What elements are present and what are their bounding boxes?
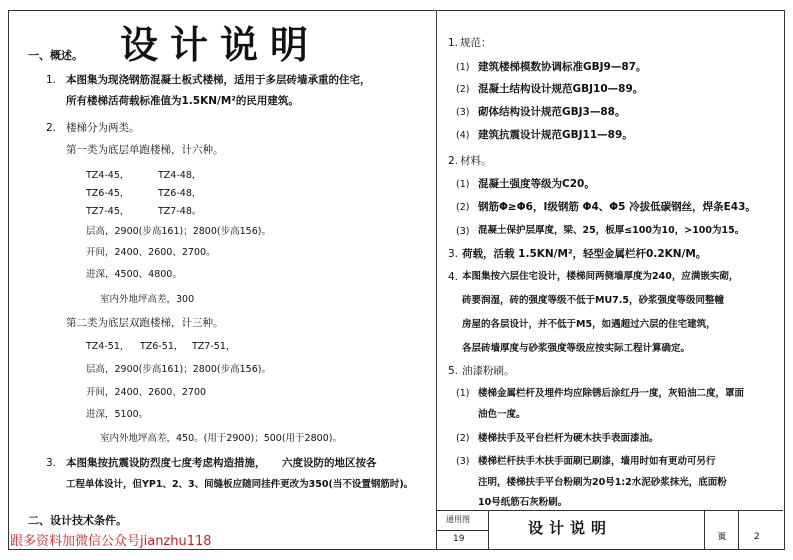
spec-3-number: 3. <box>448 248 459 260</box>
category-1-depth: 进深，4500、4800。 <box>86 269 182 280</box>
page-number: 2 <box>754 532 760 542</box>
item-3-line-1b: 六度设防的地区按各 <box>282 457 377 469</box>
item-2-line-1: 楼梯分为两类。 <box>66 122 140 134</box>
section-2-heading: 二、设计技术条件。 <box>28 514 127 527</box>
spec-index: (2) <box>456 84 470 95</box>
spec-code-3: 砌体结构设计规范GBJ3—88。 <box>478 106 626 118</box>
spec-4-line-1: 本图集按六层住宅设计，楼梯间两侧墙厚度为240，应满嵌实砌， <box>462 271 739 282</box>
item-1-line-1: 本图集为现浇钢筋混凝土板式楼梯，适用于多层砖墙承重的住宅， <box>66 74 371 86</box>
spec-index: (1) <box>456 388 470 399</box>
model-list-item: TZ7-45， <box>86 206 130 217</box>
spec-4-line-3: 房屋的各层设计，并不低于M5，如遇超过六层的住宅建筑， <box>462 319 716 330</box>
item-1-line-2: 所有楼梯活荷载标准值为1.5KN/M²的民用建筑。 <box>66 95 299 107</box>
paint-3-line-3: 10号纸筋石灰粉刷。 <box>478 497 568 508</box>
atlas-number: 19 <box>453 534 465 544</box>
spec-code-2: 混凝土结构设计规范GBJ10—89。 <box>478 83 644 95</box>
item-2-number: 2. <box>46 122 57 134</box>
title-block <box>436 510 783 549</box>
category-1-floor-height: 层高，2900(步高161)；2800(步高156)。 <box>86 226 271 237</box>
spec-index: (3) <box>456 226 470 237</box>
paint-2: 楼梯扶手及平台栏杆为硬木扶手表面漆油。 <box>478 433 659 444</box>
page-title: 设计说明 <box>120 22 321 67</box>
spec-index: (2) <box>456 202 470 213</box>
spec-1-number: 1. <box>448 37 459 49</box>
atlas-label: 通用图 <box>446 515 470 524</box>
category-2-floor-height: 层高，2900(步高161)；2800(步高156)。 <box>86 364 271 375</box>
paint-3-line-1: 楼梯栏杆扶手木扶手面刷已刷漆，墙用时如有更动可另行 <box>478 456 716 467</box>
model-list-item: TZ4-45， <box>86 170 130 181</box>
material-concrete: 混凝土强度等级为C20。 <box>478 178 595 190</box>
material-cover: 混凝土保护层厚度，梁、25，板厚≤100为10，>100为15。 <box>478 225 745 236</box>
spec-index: (3) <box>456 107 470 118</box>
model-list-item: TZ4-51， <box>86 341 130 352</box>
column-divider <box>436 10 437 525</box>
spec-2-heading: 材料。 <box>460 155 492 167</box>
item-1-number: 1. <box>46 74 57 86</box>
spec-5-number: 5. <box>448 365 459 377</box>
category-2-bay-width: 开间，2400、2600、2700 <box>86 387 207 398</box>
spec-2-number: 2. <box>448 155 459 167</box>
model-list-item: TZ6-51， <box>140 341 184 352</box>
spec-4-line-2: 砖要润湿，砖的强度等级不低于MU7.5，砂浆强度等级同整幢 <box>462 295 724 306</box>
category-2-ground-diff: 室内外地坪高差，450。(用于2900)；500(用于2800)。 <box>100 433 342 444</box>
item-3-number: 3. <box>46 457 57 469</box>
atlas-cell <box>436 511 489 549</box>
spec-5-heading: 油漆粉刷。 <box>462 365 515 377</box>
spec-index: (1) <box>456 179 470 190</box>
spec-index: (4) <box>456 130 470 141</box>
paint-1-line-1: 楼梯金属栏杆及埋件均应除锈后涂红丹一度，灰铅油二度，罩面 <box>478 388 745 399</box>
model-list-item: TZ6-48， <box>158 188 202 199</box>
category-1-ground-diff: 室内外地坪高差，300 <box>100 294 195 305</box>
paint-3-line-2: 注明，楼梯扶手平台粉刷为20号1:2水泥砂浆抹光，底面粉 <box>478 477 727 488</box>
model-list-item: TZ4-48， <box>158 170 202 181</box>
spec-4-line-4: 各层砖墙厚度与砂浆强度等级应按实际工程计算确定。 <box>462 343 691 354</box>
material-steel: 钢筋Φ≥Φ6，I级钢筋 Φ4、Φ5 冷拔低碳钢丝，焊条E43。 <box>478 201 756 213</box>
drawing-name: 设计说明 <box>528 519 613 537</box>
spec-index: (2) <box>456 433 470 444</box>
spec-index: (3) <box>456 456 470 467</box>
spec-code-1: 建筑楼梯模数协调标准GBJ9—87。 <box>478 61 647 73</box>
spec-3-loads: 荷载，活载 1.5KN/M²，轻型金属栏杆0.2KN/M。 <box>462 248 707 260</box>
item-3-line-1: 本图集按抗震设防烈度七度考虑构造措施， <box>66 457 266 469</box>
section-1-heading: 一、概述。 <box>28 49 83 62</box>
spec-4-number: 4. <box>448 271 459 283</box>
page-label: 页 <box>718 532 726 541</box>
category-1-heading: 第一类为底层单跑楼梯，计六种。 <box>66 144 224 156</box>
watermark-text: 跟多资料加微信公众号jianzhu118 <box>10 534 212 549</box>
model-list-item: TZ6-45， <box>86 188 130 199</box>
category-2-depth: 进深，5100。 <box>86 409 149 420</box>
item-3-line-2: 工程单体设计，但YP1、2、3、间缝板应随同挂件更改为350(当不设置钢筋时)。 <box>66 479 414 490</box>
model-list-item: TZ7-48。 <box>158 206 202 217</box>
category-1-bay-width: 开间，2400、2600、2700。 <box>86 247 216 258</box>
spec-code-4: 建筑抗震设计规范GBJ11—89。 <box>478 129 633 141</box>
spec-1-heading: 规范： <box>460 37 492 49</box>
paint-1-line-2: 油色一度。 <box>478 409 526 420</box>
spec-index: (1) <box>456 62 470 73</box>
category-2-heading: 第二类为底层双跑楼梯，计三种。 <box>66 317 224 329</box>
model-list-item: TZ7-51， <box>192 341 236 352</box>
